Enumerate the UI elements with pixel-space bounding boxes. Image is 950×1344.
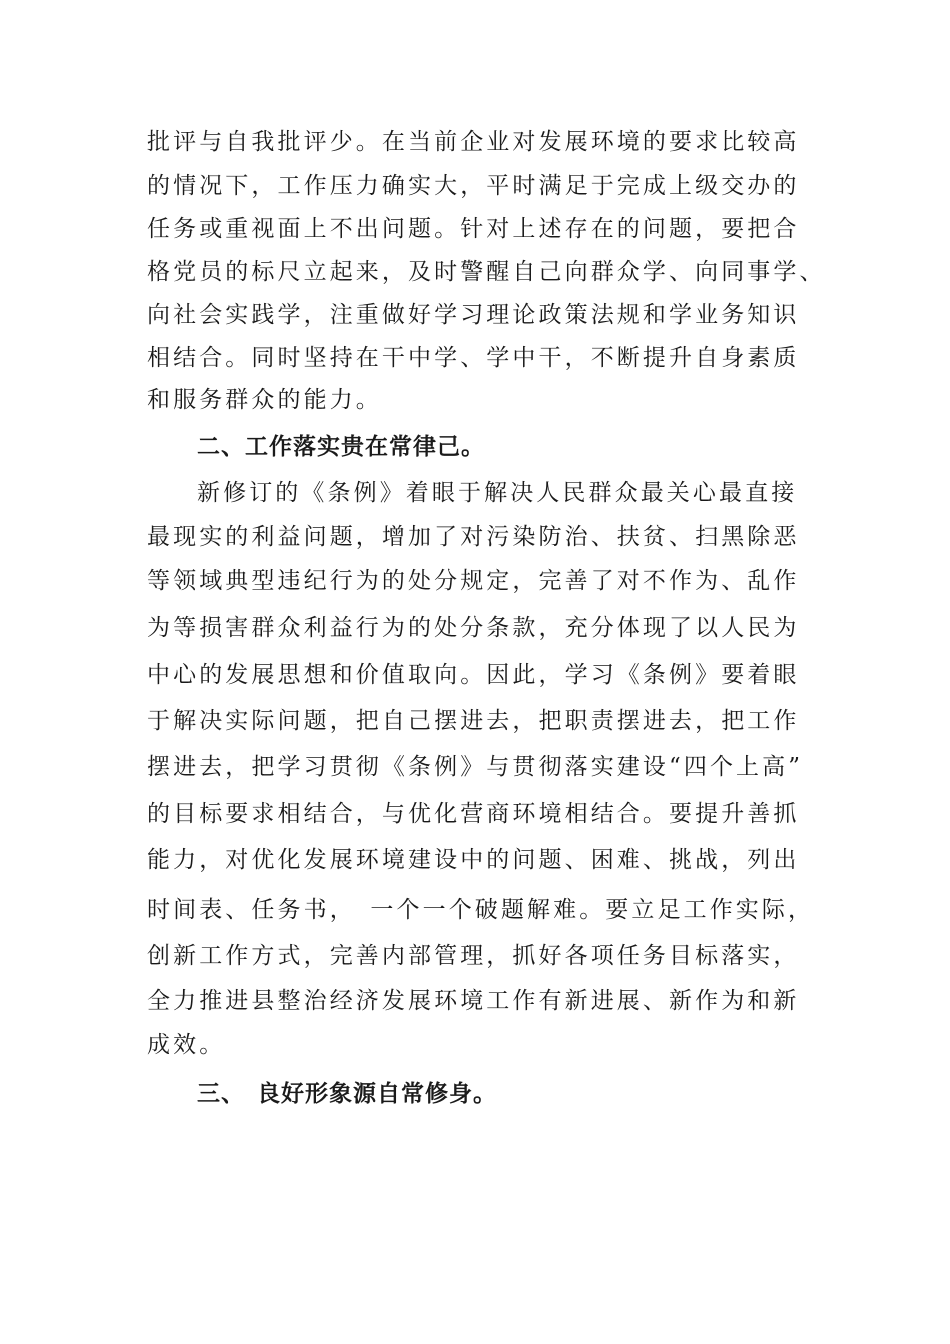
section-heading-3-number: 三、 (197, 1081, 245, 1107)
paragraph-line: 时间表、任务书， 一个一个破题解难。要立足工作实际， (147, 897, 815, 923)
paragraph-line: 于解决实际问题，把自己摆进去，把职责摆进去，把工作 (147, 708, 800, 734)
paragraph-line: 的目标要求相结合，与优化营商环境相结合。要提升善抓 (147, 801, 800, 827)
paragraph-line: 和服务群众的能力。 (147, 387, 382, 413)
paragraph-line: 能力，对优化发展环境建设中的问题、困难、挑战，列出 (147, 847, 800, 873)
section-heading-2: 二、工作落实贵在常律己。 (197, 434, 485, 460)
paragraph-line: 相结合。同时坚持在干中学、学中干，不断提升自身素质 (147, 345, 800, 371)
paragraph-line: 最现实的利益问题，增加了对污染防治、扶贫、扫黑除恶 (147, 524, 800, 550)
paragraph-line: 任务或重视面上不出问题。针对上述存在的问题，要把合 (147, 216, 800, 242)
paragraph-line: 批评与自我批评少。在当前企业对发展环境的要求比较高 (147, 129, 800, 155)
paragraph-line: 创新工作方式，完善内部管理，抓好各项任务目标落实， (147, 943, 800, 969)
paragraph-line: 为等损害群众利益行为的处分条款，充分体现了以人民为 (147, 615, 800, 641)
section-heading-3-text: 良好形象源自常修身。 (257, 1081, 497, 1107)
paragraph-line: 成效。 (147, 1032, 226, 1058)
paragraph-line: 摆进去，把学习贯彻《条例》与贯彻落实建设“四个上高” (147, 754, 804, 780)
paragraph-line: 中心的发展思想和价值取向。因此，学习《条例》要着眼 (147, 662, 800, 688)
paragraph-line: 格党员的标尺立起来，及时警醒自己向群众学、向同事学、 (147, 259, 826, 285)
paragraph-line: 等领域典型违纪行为的处分规定，完善了对不作为、乱作 (147, 568, 800, 594)
section-heading-3 (197, 1079, 497, 1109)
paragraph-line: 新修订的《条例》着眼于解决人民群众最关心最直接 (197, 480, 798, 506)
paragraph-line: 的情况下，工作压力确实大，平时满足于完成上级交办的 (147, 173, 800, 199)
paragraph-line: 向社会实践学，注重做好学习理论政策法规和学业务知识 (147, 302, 800, 328)
paragraph-line: 全力推进县整治经济发展环境工作有新进展、新作为和新 (147, 988, 800, 1014)
